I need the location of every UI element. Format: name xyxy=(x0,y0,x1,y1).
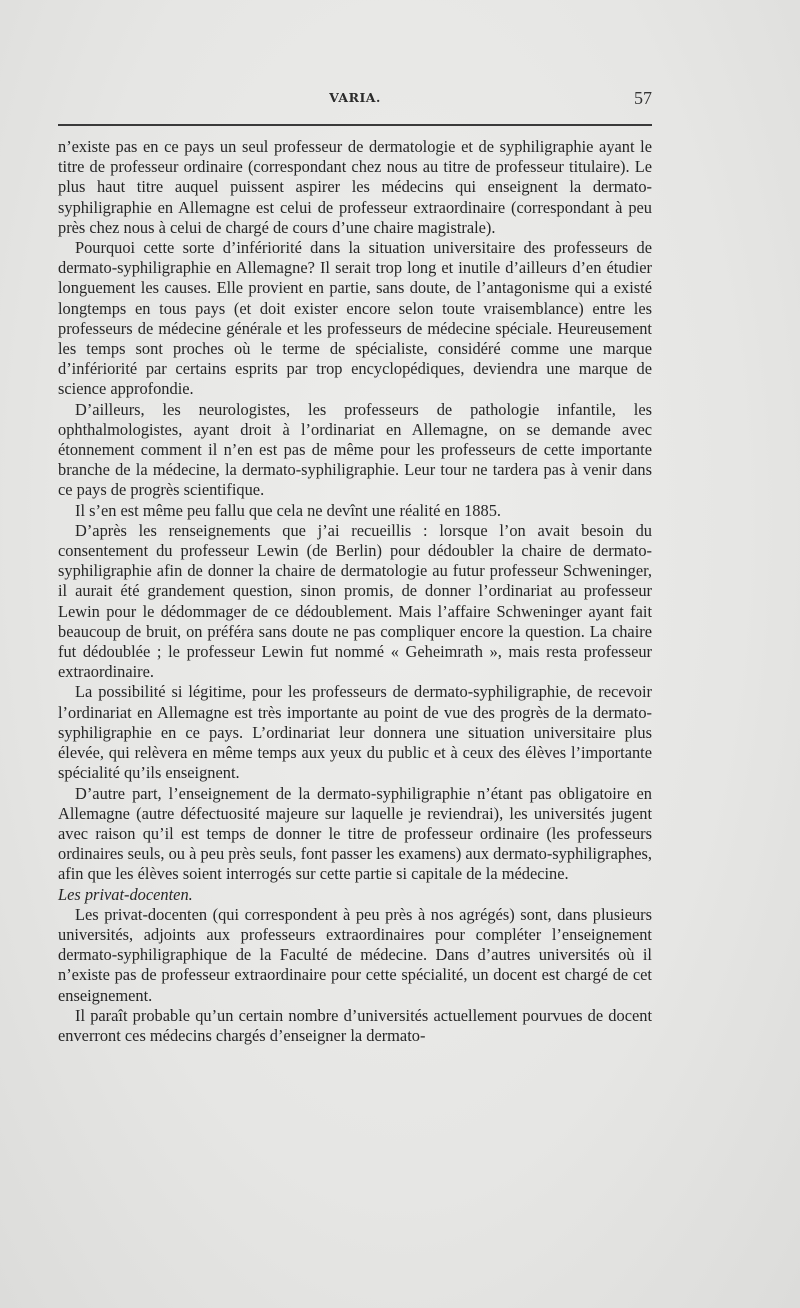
paragraph: La possibilité si légitime, pour les professeurs de dermato-syphiligraphie, de recevoir l’ordinariat en Allemagne est très importante au point de vue des progrès de la dermato-syphiligraphie en ce pays. L’ordinariat leur donnera une situation universitaire plus élevée, qui relèvera en même temps aux yeux du public et à ceux des élèves l’importante spécialité qu’ils enseignent. xyxy=(58,682,652,783)
running-head xyxy=(58,90,652,110)
paragraph: Les privat-docenten (qui correspondent à peu près à nos agrégés) sont, dans plusieurs universités, adjoints aux professeurs extraordinaires pour compléter l’enseignement dermato-syphiligraphique de la Faculté de médecine. Dans d’autres universités où il n’existe pas de professeur extraordinaire pour cette spécialité, un docent est chargé de cet enseignement. xyxy=(58,904,652,1005)
paragraph: n’existe pas en ce pays un seul professeur de dermatologie et de syphiligraphie ayant le titre de professeur ordinaire (correspondant chez nous au titre de professeur titulaire). Le plus haut titre auquel puissent aspirer les médecins qui enseignent la dermato-syphiligraphie en Allemagne est celui de professeur extraordinaire (correspondant à peu près chez nous à celui de chargé de cours d’une chaire magistrale). xyxy=(58,137,652,237)
paragraph: D’ailleurs, les neurologistes, les professeurs de pathologie infantile, les ophthalmologistes, ayant droit à l’ordinariat en Allemagne, on se demande avec étonnement comment il n’en est pas de même pour les professeurs de cette importante branche de la médecine, la dermato-syphiligraphie. Leur tour ne tardera pas à venir dans ce pays de progrès scientifique. xyxy=(58,399,652,500)
page-number: 57 xyxy=(634,88,652,108)
body-text xyxy=(58,137,652,1046)
paragraph: D’après les renseignements que j’ai recueillis : lorsque l’on avait besoin du consentement du professeur Lewin (de Berlin) pour dédoubler la chaire de dermato-syphiligraphie afin de donner la chaire de dermatologie au futur professeur Schweninger, il aurait été grandement question, sinon promis, de donner l’ordinariat au professeur Lewin pour le dédommager de ce dédoublement. Mais l’affaire Schweninger ayant fait beaucoup de bruit, on préféra sans doute ne pas compliquer encore la question. La chaire fut dédoublée ; le professeur Lewin fut nommé « Geheimrath », mais resta professeur extraordinaire. xyxy=(58,520,652,682)
paragraph: Pourquoi cette sorte d’infériorité dans la situation universitaire des professeurs de dermato-syphiligraphie en Allemagne? Il serait trop long et inutile d’ailleurs d’en étudier longuement les causes. Elle provient en partie, sans doute, de l’antagonisme qui a existé longtemps en tous pays (et doit exister encore selon toute vraisemblance) entre les professeurs de médecine générale et les professeurs de médecine spéciale. Heureusement les temps sont proches où le terme de spécialiste, considéré comme une marque d’infériorité par certains esprits par trop encyclopédiques, deviendra une marque de science approfondie. xyxy=(58,238,652,399)
section-heading: Les privat-docenten. xyxy=(58,884,193,904)
running-title: VARIA. xyxy=(329,90,381,105)
header-rule xyxy=(58,124,652,126)
paragraph: Il paraît probable qu’un certain nombre d’universités actuellement pourvues de docent enverront ces médecins chargés d’enseigner la dermato- xyxy=(58,1005,652,1045)
paragraph: Il s’en est même peu fallu que cela ne devînt une réalité en 1885. xyxy=(75,500,501,520)
paragraph: D’autre part, l’enseignement de la dermato-syphiligraphie n’étant pas obligatoire en Allemagne (autre défectuosité majeure sur laquelle je reviendrai), les universités jugent avec raison qu’il est temps de donner le titre de professeur ordinaire (les professeurs ordinaires seuls, ou à peu près seuls, font passer les examens) aux dermato-syphiligraphes, afin que les élèves soient interrogés sur cette partie si capitale de la médecine. xyxy=(58,783,653,884)
